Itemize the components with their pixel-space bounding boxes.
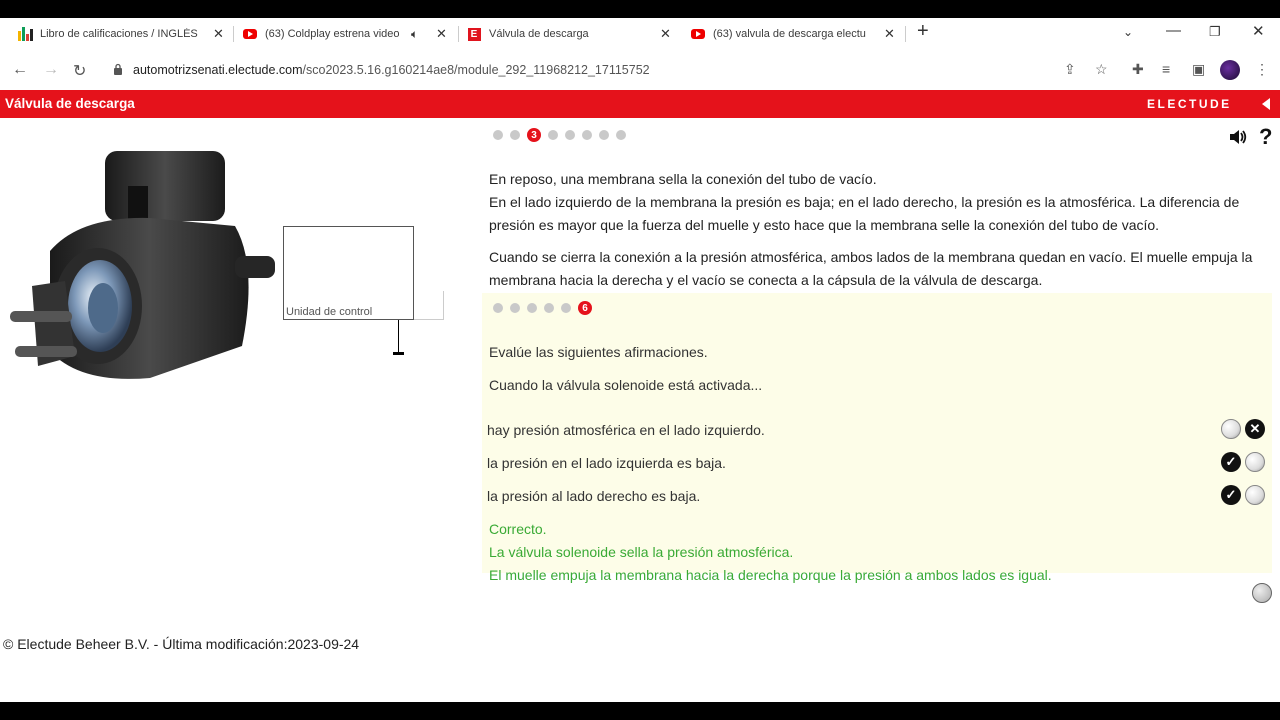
collapse-arrow-icon[interactable] xyxy=(1262,98,1270,110)
step-dot-active[interactable]: 3 xyxy=(527,128,541,142)
statement-2: la presión en el lado izquierda es baja. xyxy=(487,455,726,471)
quiz-step-dot[interactable] xyxy=(527,303,537,313)
youtube-icon xyxy=(691,27,705,41)
step-dot[interactable] xyxy=(599,130,609,140)
browser-window xyxy=(0,18,1280,702)
extensions-icon[interactable]: ✚ xyxy=(1132,61,1144,77)
lesson-paragraph: Cuando se cierra la conexión a la presión atmosférica, ambos lados de la membrana quedan en vacío. El muelle empuja la membrana hacia la derecha y el vacío se conecta a la cápsula de la válvula de descarga. xyxy=(489,249,1253,288)
tab-title: (63) Coldplay estrena video xyxy=(265,28,400,40)
address-bar xyxy=(0,51,1280,90)
close-tab-icon[interactable]: ✕ xyxy=(660,26,671,41)
close-tab-icon[interactable]: ✕ xyxy=(884,26,895,41)
avatar[interactable] xyxy=(1220,60,1240,80)
url-domain: automotrizsenati.electude.com xyxy=(133,63,303,77)
app-header xyxy=(0,90,1280,118)
quiz-step-dot[interactable] xyxy=(493,303,503,313)
tab-strip xyxy=(0,18,1280,51)
lesson-step-indicator xyxy=(493,128,626,142)
wire xyxy=(398,320,399,353)
url-field[interactable] xyxy=(133,63,650,77)
false-option-2[interactable] xyxy=(1245,452,1265,472)
quiz-step-dot[interactable] xyxy=(510,303,520,313)
statement-1: hay presión atmosférica en el lado izquierdo. xyxy=(487,422,765,438)
star-icon[interactable]: ☆ xyxy=(1095,61,1108,77)
lesson-line: En el lado izquierdo de la membrana la presión es baja; en el lado derecho, la presión es la atmosférica. La diferencia de presión es mayor que la fuerza del muelle y esto hace que la membrana selle la conexión del tubo de vacío. xyxy=(489,194,1240,233)
tab-title: Válvula de descarga xyxy=(489,28,589,40)
tab-valvula[interactable] xyxy=(467,24,679,44)
statement-3: la presión al lado derecho es baja. xyxy=(487,488,701,504)
quiz-step-dot[interactable] xyxy=(561,303,571,313)
new-tab-icon[interactable]: + xyxy=(917,20,929,42)
page-title: Válvula de descarga xyxy=(5,96,135,111)
comment-icon[interactable] xyxy=(1252,583,1272,603)
step-dot[interactable] xyxy=(616,130,626,140)
share-icon[interactable]: ⇪ xyxy=(1064,61,1076,77)
true-option-3[interactable]: ✓ xyxy=(1221,485,1241,505)
electude-icon: E xyxy=(467,27,481,41)
control-unit-shadow xyxy=(414,291,444,320)
step-dot[interactable] xyxy=(548,130,558,140)
feedback-correct: Correcto. xyxy=(489,521,547,537)
close-tab-icon[interactable]: ✕ xyxy=(213,26,224,41)
step-dot[interactable] xyxy=(493,130,503,140)
help-icon[interactable]: ? xyxy=(1259,124,1273,149)
chevron-down-icon[interactable]: ⌄ xyxy=(1123,25,1134,39)
tab-separator xyxy=(233,26,234,42)
tab-title: (63) valvula de descarga electu xyxy=(713,28,866,40)
restore-icon[interactable]: ❐ xyxy=(1209,24,1221,39)
tab-coldplay[interactable] xyxy=(243,24,455,44)
true-option-1[interactable] xyxy=(1221,419,1241,439)
media-controls-icon[interactable]: ≡ xyxy=(1162,61,1171,77)
lock-icon[interactable] xyxy=(113,63,123,75)
tab-title: Libro de calificaciones / INGLÉS xyxy=(40,28,198,40)
control-unit-label: Unidad de control xyxy=(286,306,373,318)
quiz-step-indicator xyxy=(493,301,592,315)
quiz-panel xyxy=(482,293,1272,583)
window-close-icon[interactable]: ✕ xyxy=(1252,23,1265,40)
true-option-2[interactable]: ✓ xyxy=(1221,452,1241,472)
kebab-menu-icon[interactable]: ⋮ xyxy=(1255,61,1269,77)
reload-icon[interactable]: ↻ xyxy=(73,63,87,80)
minimize-icon[interactable]: — xyxy=(1166,22,1181,39)
speaker-mute-icon[interactable]: 🔈︎ xyxy=(411,26,419,41)
tab-gradebook[interactable] xyxy=(18,24,228,44)
copyright-footer: © Electude Beheer B.V. - Última modificación:2023-09-24 xyxy=(3,636,360,652)
lesson-line: En reposo, una membrana sella la conexión del tubo de vacío. xyxy=(489,171,877,187)
feedback-line: El muelle empuja la membrana hacia la derecha porque la presión a ambos lados es igual. xyxy=(489,567,1052,583)
back-arrow-icon[interactable]: ← xyxy=(12,61,28,78)
quiz-prompt: Cuando la válvula solenoide está activada... xyxy=(489,377,763,393)
close-tab-icon[interactable]: ✕ xyxy=(436,26,447,41)
step-dot[interactable] xyxy=(582,130,592,140)
sidebar-icon[interactable]: ▣ xyxy=(1192,61,1206,77)
forward-arrow-icon[interactable]: → xyxy=(43,61,59,78)
false-option-1[interactable]: ✕ xyxy=(1245,419,1265,439)
ground-terminal xyxy=(393,352,404,355)
speaker-icon[interactable] xyxy=(1228,128,1248,146)
feedback-line: La válvula solenoide sella la presión atmosférica. xyxy=(489,544,794,560)
quiz-instruction: Evalúe las siguientes afirmaciones. xyxy=(489,344,708,360)
brand-logo: ELECTUDE xyxy=(1147,97,1232,111)
lesson-paragraph xyxy=(489,168,1269,237)
quiz-step-dot[interactable] xyxy=(544,303,554,313)
lesson-content xyxy=(0,118,1280,702)
tab-separator xyxy=(905,26,906,42)
control-unit-box xyxy=(283,226,414,320)
bar-chart-icon xyxy=(18,27,32,41)
false-option-3[interactable] xyxy=(1245,485,1265,505)
tab-youtube-valvula[interactable] xyxy=(691,24,903,44)
step-dot[interactable] xyxy=(565,130,575,140)
solenoid-valve-illustration xyxy=(10,146,280,386)
url-path: /sco2023.5.16.g160214ae8/module_292_11968212_17115752 xyxy=(302,63,650,77)
step-dot[interactable] xyxy=(510,130,520,140)
tab-separator xyxy=(458,26,459,42)
youtube-icon xyxy=(243,27,257,41)
quiz-step-dot-active[interactable]: 6 xyxy=(578,301,592,315)
